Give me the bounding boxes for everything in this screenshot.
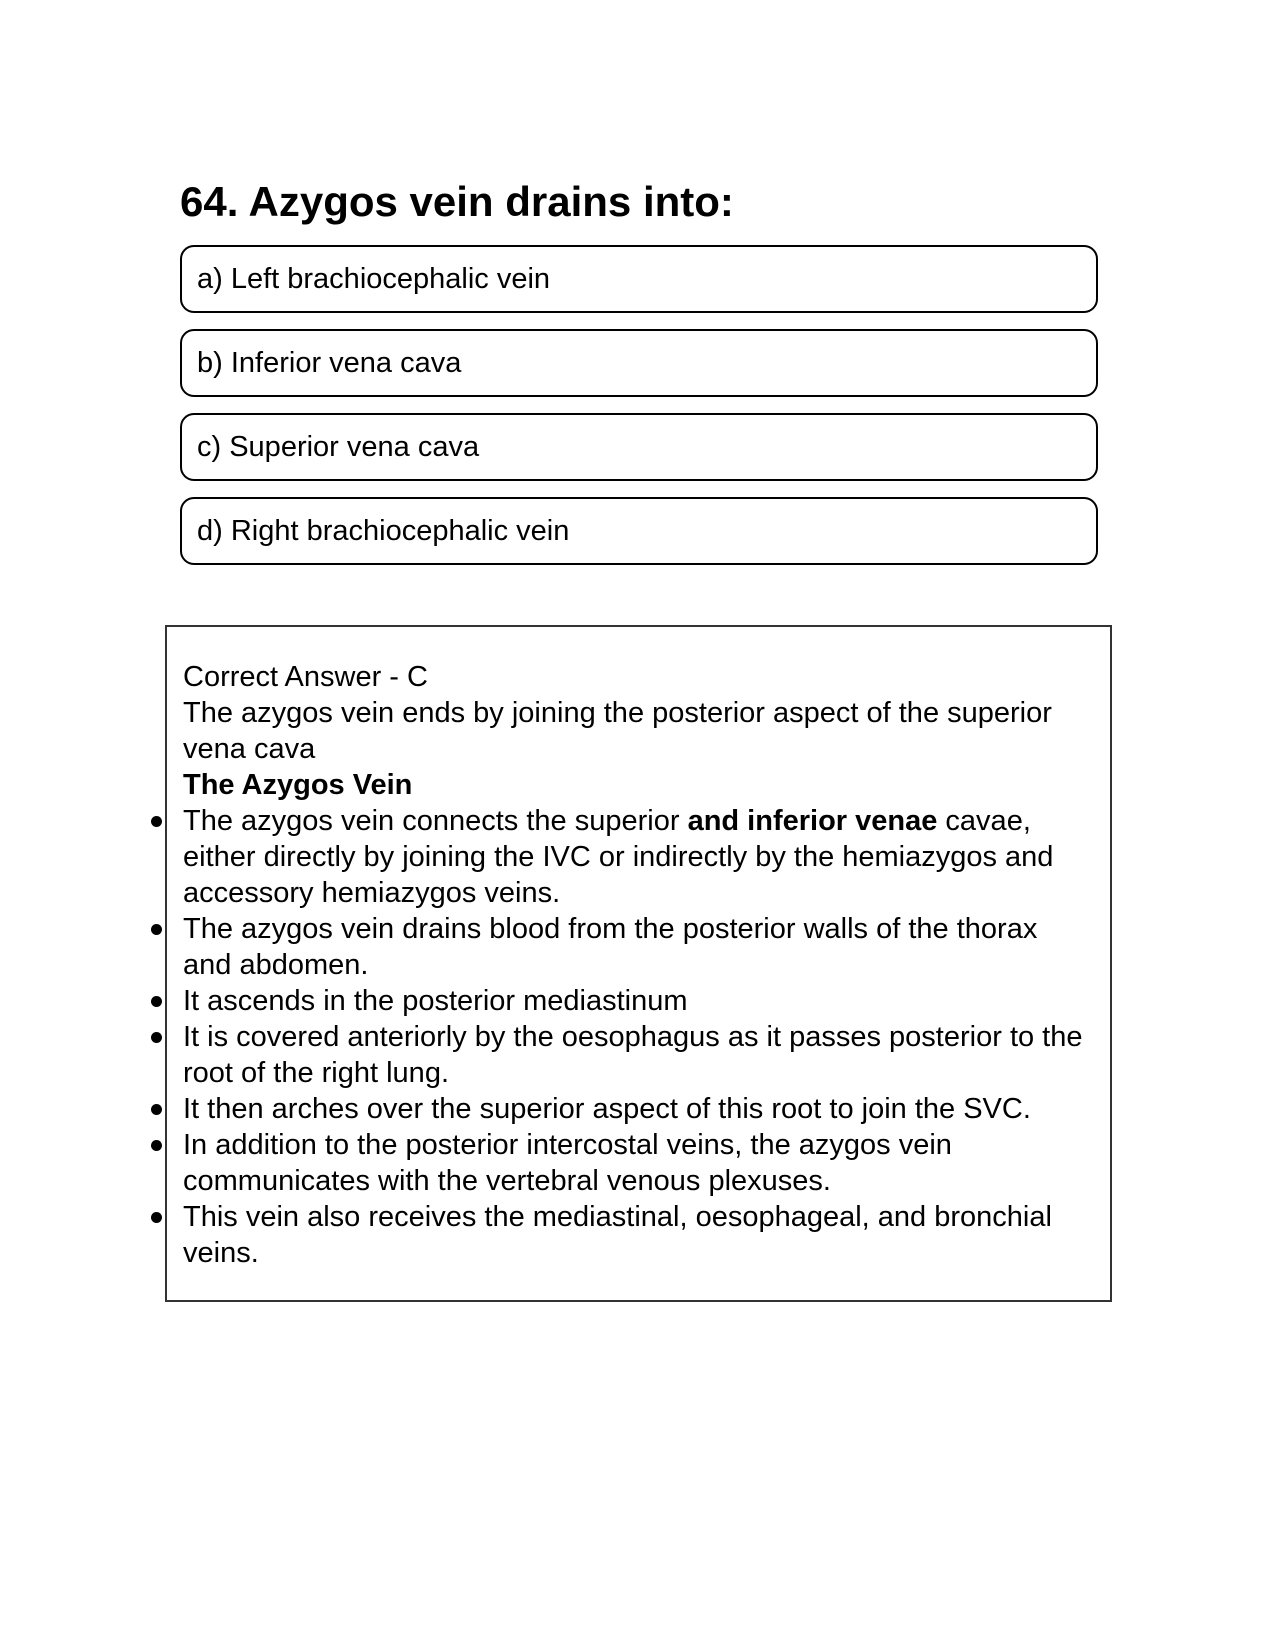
option-b[interactable]: b) Inferior vena cava	[180, 329, 1098, 397]
section-heading: The Azygos Vein	[183, 769, 413, 801]
option-d[interactable]: d) Right brachiocephalic vein	[180, 497, 1098, 565]
bullet-icon	[151, 1032, 162, 1043]
bullet-item	[183, 1199, 1090, 1271]
answer-explanation-box	[165, 625, 1112, 1302]
bullet-text: It is covered anteriorly by the oesophagus as it passes posterior to the root of the right lung.	[183, 1021, 1083, 1089]
bullet-list	[183, 803, 1090, 1271]
answer-explanation: The azygos vein ends by joining the posterior aspect of the superior vena cava	[183, 697, 1052, 765]
bullet-item	[183, 803, 1090, 911]
bullet-text: It then arches over the superior aspect of this root to join the SVC.	[183, 1093, 1031, 1125]
bullet-icon	[151, 1104, 162, 1115]
bullet-bold-text: and inferior venae	[687, 805, 938, 837]
bullet-icon	[151, 1140, 162, 1151]
correct-answer: Correct Answer - C	[183, 661, 428, 693]
option-a[interactable]: a) Left brachiocephalic vein	[180, 245, 1098, 313]
question-title	[180, 174, 734, 230]
bullet-icon	[151, 816, 162, 827]
bullet-text: This vein also receives the mediastinal, oesophageal, and bronchial veins.	[183, 1201, 1052, 1269]
bullet-item	[183, 1127, 1090, 1199]
bullet-item	[183, 911, 1090, 983]
bullet-icon	[151, 924, 162, 935]
bullet-icon	[151, 1212, 162, 1223]
bullet-text: It ascends in the posterior mediastinum	[183, 985, 688, 1017]
bullet-item	[183, 1019, 1090, 1091]
bullet-text: The azygos vein drains blood from the posterior walls of the thorax and abdomen.	[183, 913, 1038, 981]
question-text: Azygos vein drains into:	[248, 178, 734, 225]
bullet-item	[183, 1091, 1090, 1127]
bullet-text: In addition to the posterior intercostal veins, the azygos vein communicates with the vertebral venous plexuses.	[183, 1129, 952, 1197]
bullet-item	[183, 983, 1090, 1019]
bullet-text-continued: cavae, either directly by joining the IVC or indirectly by the hemiazygos and accessory hemiazygos veins.	[183, 805, 1054, 909]
bullet-text: The azygos vein connects the superior	[183, 805, 688, 837]
answer-options	[180, 245, 1098, 581]
bullet-icon	[151, 996, 162, 1007]
option-c[interactable]: c) Superior vena cava	[180, 413, 1098, 481]
question-number: 64.	[180, 178, 239, 225]
